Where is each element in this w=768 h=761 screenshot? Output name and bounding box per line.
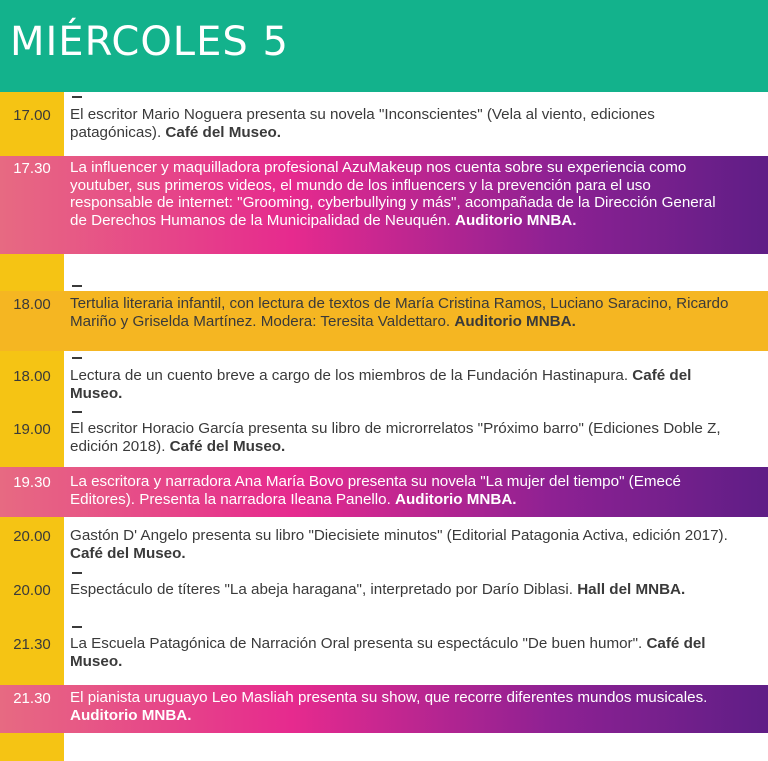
separator-dash: [72, 285, 82, 287]
event-time: 19.00: [13, 421, 51, 438]
event-text: La escritora y narradora Ana María Bovo presenta su novela "La mujer del tiempo" (Emecé Editores). Presenta la narradora Ileana Panello.: [70, 473, 681, 508]
event-row: [0, 527, 768, 567]
event-text: El escritor Horacio García presenta su libro de microrrelatos "Próximo barro" (Ediciones Doble Z, edición 2018).: [70, 420, 721, 455]
event-venue: Auditorio MNBA.: [395, 490, 517, 508]
separator-dash: [72, 96, 82, 98]
event-venue: Café del Museo.: [70, 367, 692, 402]
event-description: [70, 581, 730, 599]
event-description: [70, 635, 730, 670]
event-venue: Café del Museo.: [70, 635, 706, 670]
event-time: 20.00: [13, 582, 51, 599]
event-description: [70, 106, 730, 141]
event-venue: Auditorio MNBA.: [455, 211, 577, 229]
event-row-orange: [0, 291, 768, 351]
event-text: La influencer y maquilladora profesional AzuMakeup nos cuenta sobre su experiencia como youtuber, sus primeros videos, el mundo de los influencers y la prevención para el uso responsable de internet: "Grooming, cyberbullying y más", acompañada de la Dirección General de Derechos Humanos de la Municipalidad de Neuquén.: [70, 159, 716, 229]
event-text: La Escuela Patagónica de Narración Oral presenta su espectáculo "De buen humor".: [70, 635, 647, 652]
event-text: Espectáculo de títeres "La abeja haragana", interpretado por Darío Diblasi.: [70, 581, 578, 598]
event-venue: Café del Museo.: [169, 437, 286, 455]
event-time: 17.30: [13, 160, 51, 177]
event-row: [0, 635, 768, 675]
event-row-highlight: [0, 467, 768, 517]
event-text: El pianista uruguayo Leo Masliah presenta su show, que recorre diferentes mundos musicales.: [70, 689, 708, 706]
event-description: [70, 527, 730, 562]
event-description: [70, 420, 730, 455]
event-time: 18.00: [13, 296, 51, 313]
event-row: [0, 420, 768, 464]
event-row-highlight: [0, 685, 768, 733]
separator-dash: [72, 572, 82, 574]
event-time: 21.30: [13, 636, 51, 653]
event-time: 18.00: [13, 368, 51, 385]
event-time: 20.00: [13, 528, 51, 545]
event-description: [70, 295, 730, 330]
event-text: El escritor Mario Noguera presenta su novela "Inconscientes" (Vela al viento, ediciones patagónicas).: [70, 106, 655, 141]
event-venue: Café del Museo.: [165, 123, 282, 141]
event-time: 21.30: [13, 690, 51, 707]
event-row: [0, 581, 768, 621]
event-text: Lectura de un cuento breve a cargo de los miembros de la Fundación Hastinapura.: [70, 367, 633, 384]
event-row: [0, 100, 768, 156]
event-time: 19.30: [13, 474, 51, 491]
event-venue: Auditorio MNBA.: [70, 706, 192, 724]
day-header: [0, 0, 768, 92]
event-description: [70, 159, 730, 229]
event-venue: Café del Museo.: [70, 544, 186, 562]
event-venue: Hall del MNBA.: [577, 581, 686, 598]
event-description: [70, 473, 730, 508]
event-description: [70, 689, 730, 724]
separator-dash: [72, 411, 82, 413]
event-text: Tertulia literaria infantil, con lectura de textos de María Cristina Ramos, Luciano Saracino, Ricardo Mariño y Griselda Martínez. Modera: Teresita Valdettaro.: [70, 295, 729, 330]
separator-dash: [72, 357, 82, 359]
event-text: Gastón D' Angelo presenta su libro "Diecisiete minutos" (Editorial Patagonia Activa, edición 2017).: [70, 527, 728, 544]
event-time: 17.00: [13, 107, 51, 124]
separator-dash: [72, 626, 82, 628]
event-venue: Auditorio MNBA.: [454, 312, 576, 330]
event-row: [0, 366, 768, 406]
event-row-highlight: [0, 156, 768, 254]
event-description: [70, 367, 730, 402]
day-title: MIÉRCOLES 5: [10, 19, 289, 65]
